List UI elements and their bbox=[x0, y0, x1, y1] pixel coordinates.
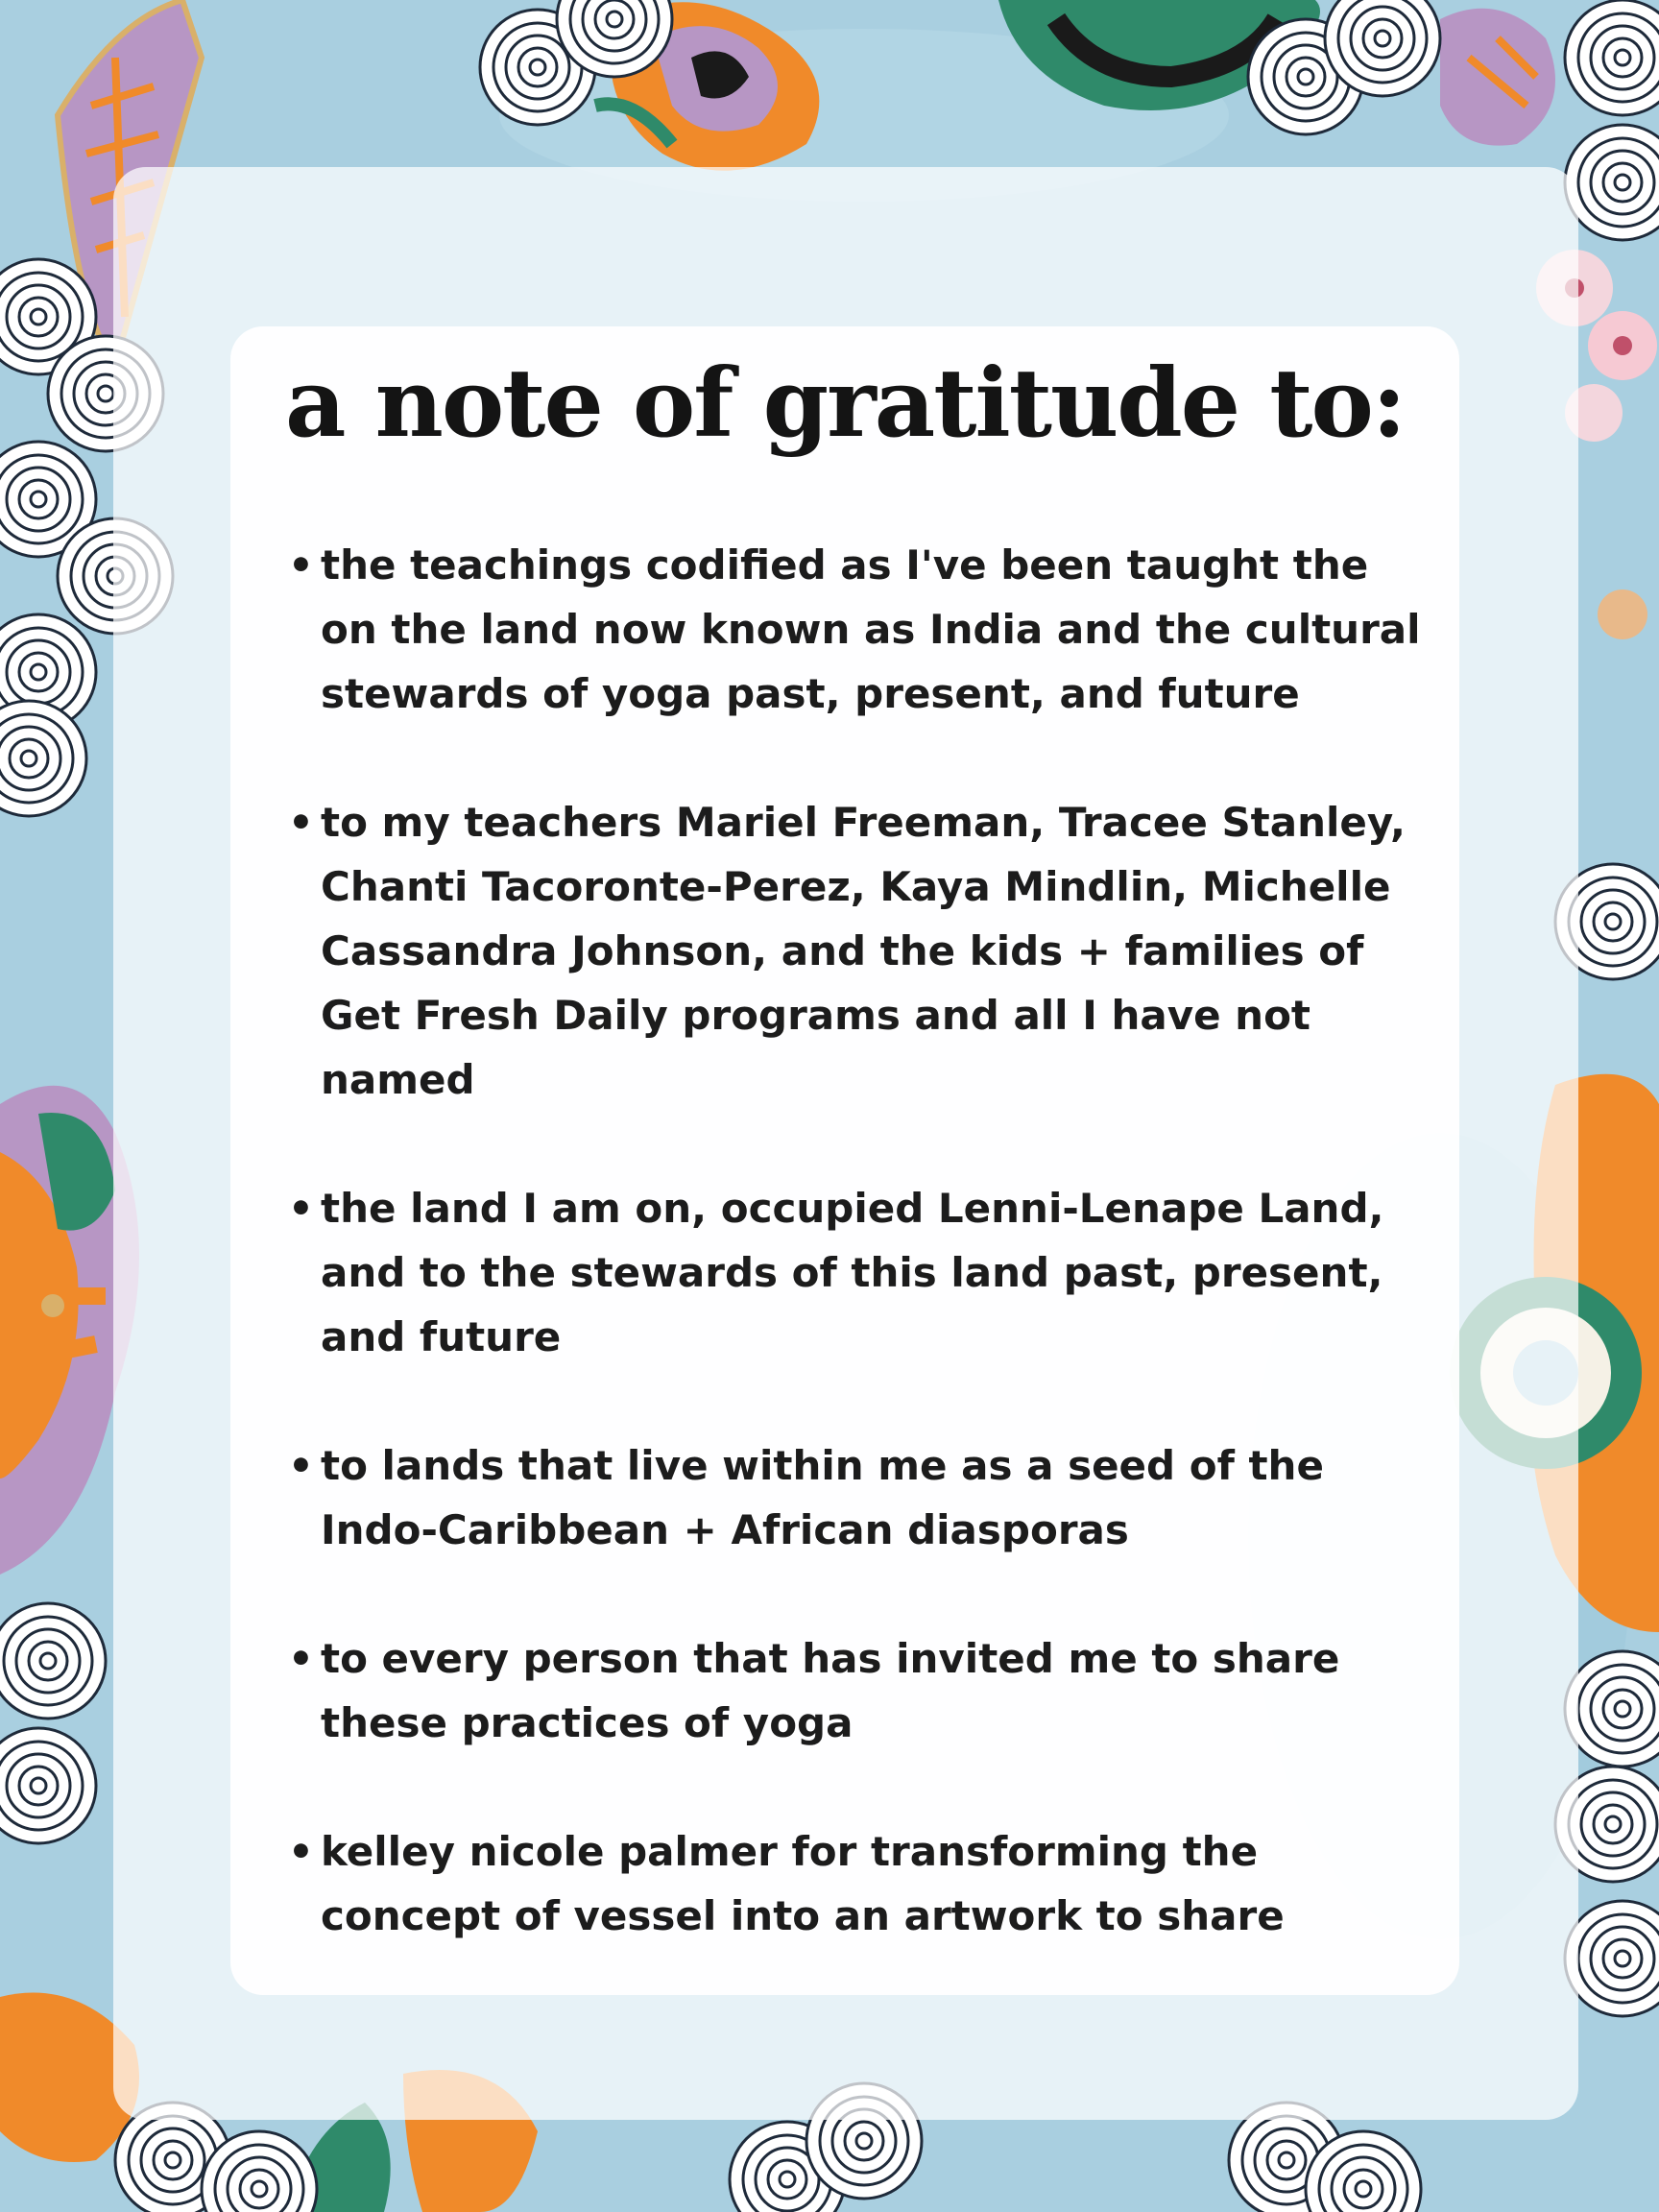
list-item bbox=[288, 790, 1431, 1112]
bullet-icon: • bbox=[288, 1635, 314, 1682]
list-item bbox=[288, 1433, 1431, 1562]
bullet-icon: • bbox=[288, 1185, 314, 1232]
list-item-text: the land I am on, occupied Lenni-Lenape Land, and to the stewards of this land past, present, and future bbox=[321, 1185, 1384, 1360]
bullet-icon: • bbox=[288, 1442, 314, 1489]
list-item-text: to my teachers Mariel Freeman, Tracee Stanley, Chanti Tacoronte-Perez, Kaya Mindlin, Michelle Cassandra Johnson, and the kids + families of Get Fresh Daily programs and all I have not named bbox=[321, 799, 1406, 1103]
bullet-icon: • bbox=[288, 1828, 314, 1875]
list-item bbox=[288, 533, 1431, 726]
gratitude-list bbox=[288, 533, 1431, 1948]
list-item-text: to every person that has invited me to share these practices of yoga bbox=[321, 1635, 1340, 1746]
list-item-text: the teachings codified as I've been taught the on the land now known as India and the cultural stewards of yoga past, present, and future bbox=[321, 541, 1421, 717]
list-item bbox=[288, 1819, 1431, 1948]
list-item-text: to lands that live within me as a seed of the Indo-Caribbean + African diasporas bbox=[321, 1442, 1324, 1553]
list-item-text: kelley nicole palmer for transforming the concept of vessel into an artwork to share bbox=[321, 1828, 1285, 1939]
page-title: a note of gratitude to: bbox=[284, 349, 1406, 459]
bullet-icon: • bbox=[288, 541, 314, 589]
bullet-icon: • bbox=[288, 799, 314, 846]
list-item bbox=[288, 1626, 1431, 1755]
list-item bbox=[288, 1176, 1431, 1369]
